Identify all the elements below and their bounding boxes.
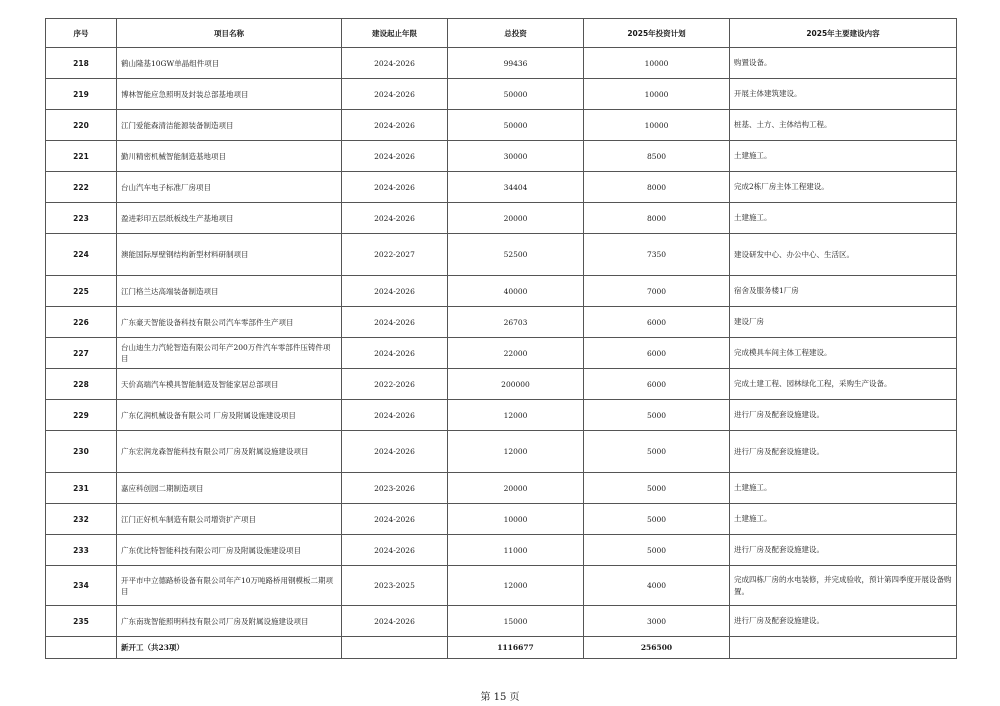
cell-plan-2025: 5000 (584, 400, 730, 431)
cell-years: 2024-2026 (342, 110, 448, 141)
cell-project-name: 江门格兰达高端装备制造项目 (117, 276, 342, 307)
cell-years: 2024-2026 (342, 400, 448, 431)
cell-project-name: 澳能国际厚壁钢结构新型材料研制项目 (117, 234, 342, 276)
cell-content-2025: 完成2栋厂房主体工程建设。 (730, 172, 957, 203)
table-row (46, 338, 957, 369)
cell-plan-2025: 4000 (584, 566, 730, 606)
cell-plan-2025: 10000 (584, 79, 730, 110)
cell-plan-2025: 6000 (584, 307, 730, 338)
table-row (46, 504, 957, 535)
table-row (46, 606, 957, 637)
cell-years: 2024-2026 (342, 535, 448, 566)
cell-years: 2024-2026 (342, 48, 448, 79)
cell-content-2025: 桩基、土方、主体结构工程。 (730, 110, 957, 141)
cell-years: 2024-2026 (342, 606, 448, 637)
cell-total-investment: 12000 (448, 566, 584, 606)
cell-seq: 227 (46, 338, 117, 369)
cell-project-name: 勤川精密机械智能制造基地项目 (117, 141, 342, 172)
cell-total-investment: 99436 (448, 48, 584, 79)
table-row (46, 473, 957, 504)
cell-plan-2025: 3000 (584, 606, 730, 637)
cell-plan-2025: 5000 (584, 504, 730, 535)
cell-total-investment: 50000 (448, 79, 584, 110)
cell-years: 2022-2026 (342, 369, 448, 400)
cell-project-name: 广东宏润龙森智能科技有限公司厂房及附属设施建设项目 (117, 431, 342, 473)
cell-years: 2024-2026 (342, 172, 448, 203)
cell-content-2025: 进行厂房及配套设施建设。 (730, 606, 957, 637)
cell-years: 2024-2026 (342, 504, 448, 535)
cell-total-investment: 34404 (448, 172, 584, 203)
cell-years: 2024-2026 (342, 338, 448, 369)
project-table (45, 18, 957, 659)
table-row (46, 566, 957, 606)
total-cell-total-investment: 1116677 (448, 637, 584, 659)
table-row (46, 431, 957, 473)
cell-plan-2025: 5000 (584, 535, 730, 566)
header-seq: 序号 (46, 19, 117, 48)
cell-project-name: 广东豪天智能设备科技有限公司汽车零部件生产项目 (117, 307, 342, 338)
cell-content-2025: 进行厂房及配套设施建设。 (730, 431, 957, 473)
cell-total-investment: 50000 (448, 110, 584, 141)
cell-content-2025: 土建施工。 (730, 203, 957, 234)
cell-plan-2025: 7350 (584, 234, 730, 276)
cell-plan-2025: 8000 (584, 203, 730, 234)
cell-content-2025: 建设厂房 (730, 307, 957, 338)
cell-seq: 224 (46, 234, 117, 276)
cell-content-2025: 进行厂房及配套设施建设。 (730, 535, 957, 566)
table-row (46, 48, 957, 79)
cell-total-investment: 30000 (448, 141, 584, 172)
cell-total-investment: 200000 (448, 369, 584, 400)
cell-plan-2025: 10000 (584, 110, 730, 141)
cell-total-investment: 22000 (448, 338, 584, 369)
cell-project-name: 天价高端汽车模具智能制造及智能家居总部项目 (117, 369, 342, 400)
cell-seq: 230 (46, 431, 117, 473)
table-row (46, 110, 957, 141)
cell-content-2025: 完成四栋厂房的水电装修，并完成验收，预计第四季度开展设备购置。 (730, 566, 957, 606)
cell-total-investment: 15000 (448, 606, 584, 637)
table-row (46, 369, 957, 400)
cell-total-investment: 26703 (448, 307, 584, 338)
cell-seq: 219 (46, 79, 117, 110)
cell-plan-2025: 5000 (584, 431, 730, 473)
cell-years: 2024-2026 (342, 203, 448, 234)
table-row (46, 141, 957, 172)
table-row (46, 203, 957, 234)
cell-plan-2025: 8000 (584, 172, 730, 203)
table-row (46, 535, 957, 566)
cell-project-name: 江门爱能森清洁能源装备制造项目 (117, 110, 342, 141)
cell-project-name: 广东优比特智能科技有限公司厂房及附属设施建设项目 (117, 535, 342, 566)
table-row (46, 79, 957, 110)
table-row (46, 234, 957, 276)
cell-seq: 218 (46, 48, 117, 79)
cell-content-2025: 宿舍及服务楼1厂房 (730, 276, 957, 307)
cell-project-name: 盈进彩印五层纸板线生产基地项目 (117, 203, 342, 234)
cell-plan-2025: 5000 (584, 473, 730, 504)
cell-project-name: 鹤山隆基10GW单晶组件项目 (117, 48, 342, 79)
cell-total-investment: 20000 (448, 473, 584, 504)
cell-total-investment: 10000 (448, 504, 584, 535)
table-row (46, 400, 957, 431)
cell-content-2025: 土建施工。 (730, 504, 957, 535)
cell-years: 2024-2026 (342, 141, 448, 172)
cell-project-name: 江门正好机车制造有限公司增资扩产项目 (117, 504, 342, 535)
cell-seq: 229 (46, 400, 117, 431)
total-cell-plan-2025: 256500 (584, 637, 730, 659)
total-row (46, 637, 957, 659)
cell-total-investment: 20000 (448, 203, 584, 234)
cell-content-2025: 购置设备。 (730, 48, 957, 79)
total-cell-years (342, 637, 448, 659)
cell-years: 2022-2027 (342, 234, 448, 276)
cell-years: 2024-2026 (342, 79, 448, 110)
cell-seq: 220 (46, 110, 117, 141)
cell-total-investment: 12000 (448, 400, 584, 431)
table-row (46, 276, 957, 307)
cell-seq: 228 (46, 369, 117, 400)
cell-years: 2023-2025 (342, 566, 448, 606)
cell-project-name: 开平市中立德路桥设备有限公司年产10万吨路桥用钢模板二期项目 (117, 566, 342, 606)
cell-plan-2025: 6000 (584, 369, 730, 400)
cell-seq: 234 (46, 566, 117, 606)
header-years: 建设起止年限 (342, 19, 448, 48)
cell-seq: 221 (46, 141, 117, 172)
cell-content-2025: 开展主体建筑建设。 (730, 79, 957, 110)
header-content-2025: 2025年主要建设内容 (730, 19, 957, 48)
cell-project-name: 博林智能应急照明及封装总部基地项目 (117, 79, 342, 110)
cell-content-2025: 进行厂房及配套设施建设。 (730, 400, 957, 431)
cell-years: 2023-2026 (342, 473, 448, 504)
cell-seq: 233 (46, 535, 117, 566)
cell-total-investment: 12000 (448, 431, 584, 473)
cell-content-2025: 建设研发中心、办公中心、生活区。 (730, 234, 957, 276)
cell-project-name: 台山迪生力汽轮智造有限公司年产200万件汽车零部件压铸件项目 (117, 338, 342, 369)
cell-plan-2025: 6000 (584, 338, 730, 369)
cell-years: 2024-2026 (342, 276, 448, 307)
cell-content-2025: 完成模具车间主体工程建设。 (730, 338, 957, 369)
table-row (46, 172, 957, 203)
cell-seq: 231 (46, 473, 117, 504)
cell-plan-2025: 7000 (584, 276, 730, 307)
cell-project-name: 广东南珑智能照明科技有限公司厂房及附属设施建设项目 (117, 606, 342, 637)
cell-project-name: 嘉应科创园二期制造项目 (117, 473, 342, 504)
cell-seq: 225 (46, 276, 117, 307)
table-row (46, 307, 957, 338)
cell-total-investment: 11000 (448, 535, 584, 566)
cell-seq: 223 (46, 203, 117, 234)
cell-years: 2024-2026 (342, 431, 448, 473)
header-plan-2025: 2025年投资计划 (584, 19, 730, 48)
cell-plan-2025: 10000 (584, 48, 730, 79)
cell-project-name: 广东亿润机械设备有限公司 厂房及附属设施建设项目 (117, 400, 342, 431)
cell-content-2025: 完成土建工程、园林绿化工程，采购生产设备。 (730, 369, 957, 400)
header-total-investment: 总投资 (448, 19, 584, 48)
cell-total-investment: 52500 (448, 234, 584, 276)
cell-years: 2024-2026 (342, 307, 448, 338)
page-number: 第 15 页 (480, 692, 520, 703)
table-header-row (46, 19, 957, 48)
cell-content-2025: 土建施工。 (730, 141, 957, 172)
total-cell-content-2025 (730, 637, 957, 659)
header-project-name: 项目名称 (117, 19, 342, 48)
total-cell-project-name: 新开工（共23项） (117, 637, 342, 659)
cell-seq: 235 (46, 606, 117, 637)
cell-project-name: 台山汽车电子标准厂房项目 (117, 172, 342, 203)
cell-seq: 222 (46, 172, 117, 203)
cell-content-2025: 土建施工。 (730, 473, 957, 504)
cell-plan-2025: 8500 (584, 141, 730, 172)
cell-seq: 226 (46, 307, 117, 338)
cell-total-investment: 40000 (448, 276, 584, 307)
cell-seq: 232 (46, 504, 117, 535)
total-cell-seq (46, 637, 117, 659)
